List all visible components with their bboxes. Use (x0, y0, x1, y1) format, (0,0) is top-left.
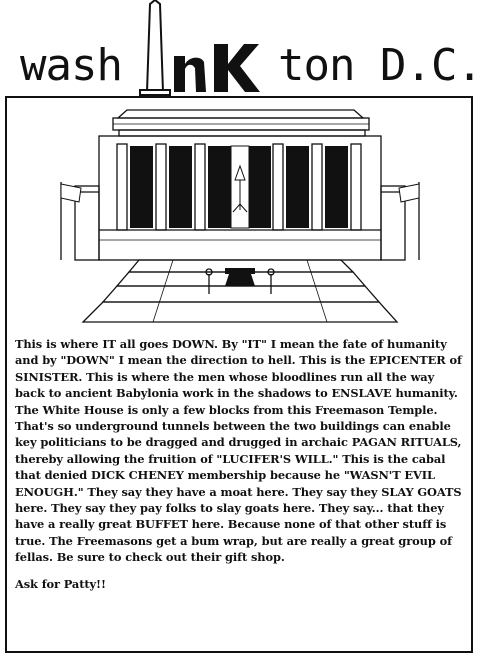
caption (15, 336, 467, 592)
temple-illustration (9, 100, 471, 336)
page-title (0, 0, 483, 96)
title-text-right: ton D.C. (278, 40, 482, 91)
content-panel (5, 96, 473, 653)
caption-signoff: Ask for Patty!! (15, 576, 106, 591)
title-text-left: wash (20, 40, 122, 91)
obelisk-ink-logo (136, 0, 286, 96)
caption-body: This is where IT all goes DOWN. By "IT" I mean the fate of humanity and by "DOWN" I mean the direction to hell. This is the EPICENTER of SINISTER. This is where the men whose bloodlines run all the way back to ancient Babylonia work in the shadows to ENSLAVE humanity. The White House is only a few blocks from this Freemason Temple. That's so underground tunnels between the two buildings can enable key politicians to be dragged and drugged in archaic PAGAN RITUALS, thereby allowing the fruition of "LUCIFER'S WILL." This is the cabal that denied DICK CHENEY membership because he "WASN'T EVIL ENOUGH." They say they have a moat here. They say they SLAY GOATS here. They say they pay folks to slay goats here. They say... that they have a really great BUFFET here. Because none of that other stuff is true. The Freemasons get a bum wrap, but are really a great group of fellas. Be sure to check out their gift shop. (15, 337, 462, 565)
